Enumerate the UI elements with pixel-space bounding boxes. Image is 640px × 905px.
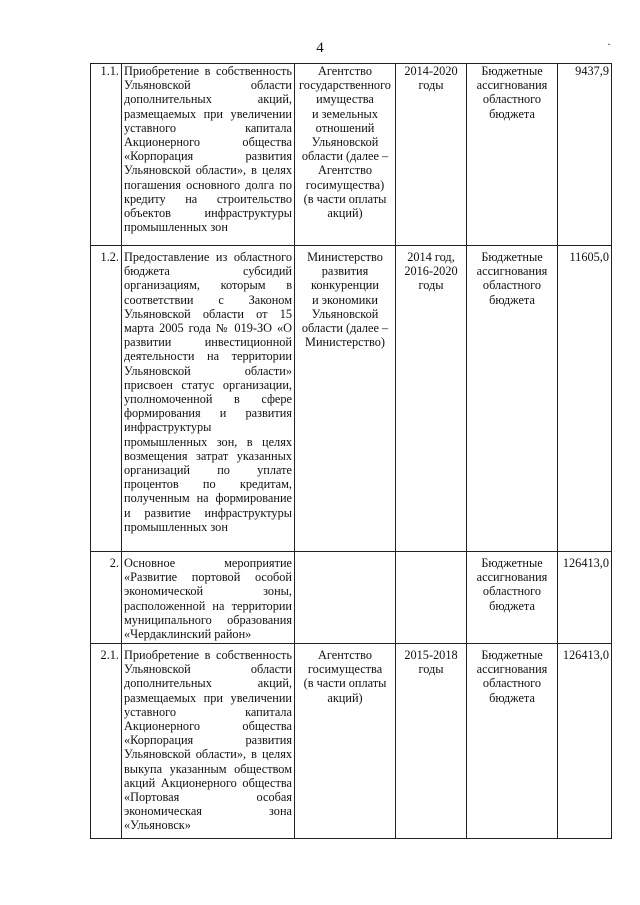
table-row [91,552,612,644]
page-number: 4 [316,40,324,56]
row-executor: Агентство государственного имущества и земельных отношений Ульяновской области (далее – Агентство госимущества) (в части оплаты акций) [295,64,396,246]
row-amount: 9437,9 [558,64,612,246]
row-executor: Агентство госимущества (в части оплаты акций) [295,644,396,839]
row-description: Приобретение в собственность Ульяновской области дополнительных акций, размещаемых при увеличении уставного капитала Акционерного общества «Корпорация развития Ульяновской области», в целях выкупа указанным обществом акций Акционерного общества «Портовая особая экономическая зона «Ульяновск» [122,644,295,839]
row-funding-source: Бюджетные ассигнования областного бюджета [467,246,558,552]
row-amount: 126413,0 [558,644,612,839]
row-amount: 11605,0 [558,246,612,552]
budget-table [90,63,612,839]
row-period [396,552,467,644]
row-number: 2. [91,552,122,644]
row-number: 2.1. [91,644,122,839]
row-description: Приобретение в собственность Ульяновской области дополнительных акций, размещаемых при увеличении уставного капитала Акционерного общества «Корпорация развития Ульяновской области», в целях погашения основного долга по кредиту на строительство объектов инфраструктуры промышленных зон [122,64,295,246]
row-description: Основное мероприятие «Развитие портовой особой экономической зоны, расположенной на территории муниципального образования «Чердаклинский район» [122,552,295,644]
row-funding-source: Бюджетные ассигнования областного бюджета [467,552,558,644]
row-funding-source: Бюджетные ассигнования областного бюджета [467,644,558,839]
row-description: Предоставление из областного бюджета субсидий организациям, которым в соответствии с Законом Ульяновской области от 15 марта 2005 года № 019-ЗО «О развитии инвестиционной деятельности на территории Ульяновской области» присвоен статус организации, уполномоченной в сфере формирования и развития инфраструктуры промышленных зон, в целях возмещения затрат указанных организаций по уплате процентов по кредитам, полученным на формирование и развитие инфраструктуры промышленных зон [122,246,295,552]
table-row [91,644,612,839]
row-period: 2014-2020 годы [396,64,467,246]
row-number: 1.1. [91,64,122,246]
page-mark: · [607,37,611,51]
table-row [91,64,612,246]
table-row [91,246,612,552]
row-executor [295,552,396,644]
row-funding-source: Бюджетные ассигнования областного бюджета [467,64,558,246]
row-number: 1.2. [91,246,122,552]
row-executor: Министерство развития конкуренции и экономики Ульяновской области (далее – Министерство) [295,246,396,552]
row-period: 2014 год, 2016-2020 годы [396,246,467,552]
row-period: 2015-2018 годы [396,644,467,839]
row-amount: 126413,0 [558,552,612,644]
